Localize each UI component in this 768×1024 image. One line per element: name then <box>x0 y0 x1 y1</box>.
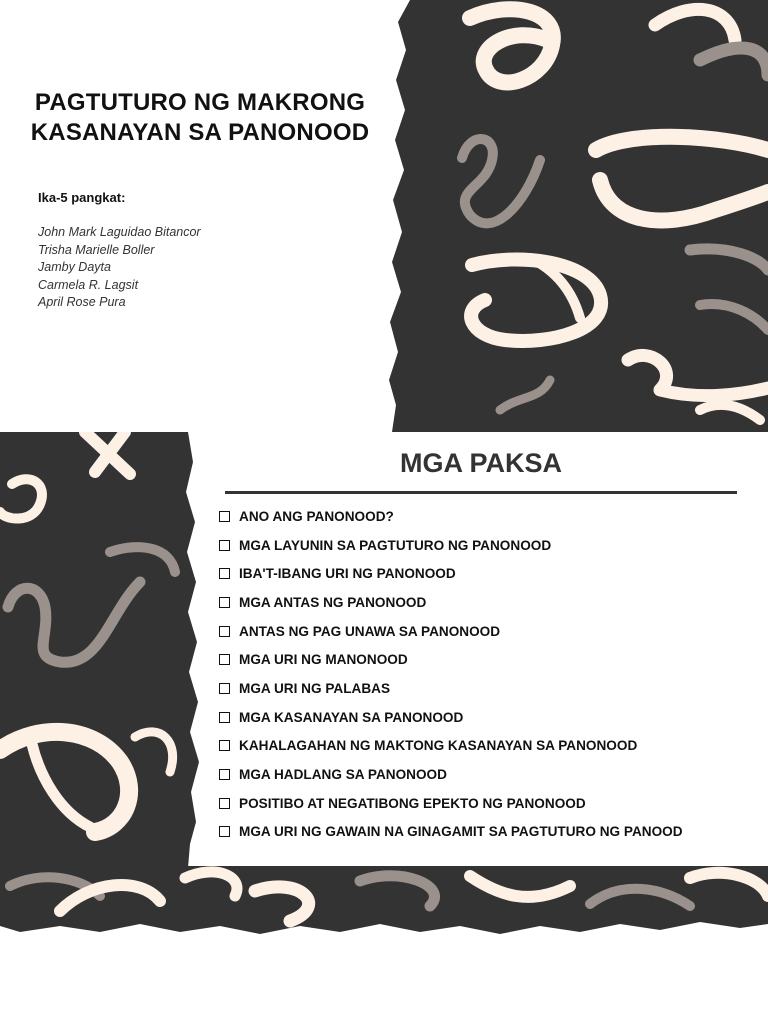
topic-label: ANTAS NG PAG UNAWA SA PANONOOD <box>239 623 501 639</box>
brush-stroke-pattern-panel <box>0 0 768 432</box>
member-list <box>38 224 201 312</box>
topic-item <box>219 818 683 847</box>
topic-item <box>219 617 683 646</box>
member-name: John Mark Laguidao Bitancor <box>38 225 201 239</box>
checkbox-square-icon <box>219 511 230 522</box>
topic-label: ANO ANG PANONOOD? <box>239 508 394 524</box>
title-divider <box>225 491 737 494</box>
topic-item <box>219 760 683 789</box>
topic-label: MGA ANTAS NG PANONOOD <box>239 594 427 610</box>
topic-label: MGA URI NG PALABAS <box>239 680 391 696</box>
topic-label: MGA HADLANG SA PANONOOD <box>239 767 447 783</box>
title-slide <box>0 0 768 432</box>
title-line-2: KASANAYAN SA PANONOOD <box>30 119 370 146</box>
checkbox-square-icon <box>219 597 230 608</box>
agenda-slide <box>0 432 768 868</box>
member-name: April Rose Pura <box>38 295 126 309</box>
topic-item <box>219 732 683 761</box>
checkbox-square-icon <box>219 798 230 809</box>
topic-item <box>219 789 683 818</box>
topic-label: POSITIBO AT NEGATIBONG EPEKTO NG PANONOOD <box>239 795 586 811</box>
checkbox-square-icon <box>219 654 230 665</box>
presentation-title <box>0 88 400 148</box>
checkbox-square-icon <box>219 626 230 637</box>
checkbox-square-icon <box>219 683 230 694</box>
checkbox-square-icon <box>219 769 230 780</box>
member-name: Carmela R. Lagsit <box>38 277 139 292</box>
checkbox-square-icon <box>219 568 230 579</box>
topic-item <box>219 703 683 732</box>
topic-label: MGA LAYUNIN SA PAGTUTURO NG PANONOOD <box>239 537 552 553</box>
topic-label: MGA URI NG GAWAIN NA GINAGAMIT SA PAGTUTURO NG PANOOD <box>239 824 683 840</box>
checkbox-square-icon <box>219 540 230 551</box>
topic-item <box>219 559 683 588</box>
topic-item <box>219 502 683 531</box>
topic-label: MGA URI NG MANONOOD <box>239 652 408 668</box>
member-name: Jamby Dayta <box>38 260 111 274</box>
topic-list <box>219 502 683 846</box>
group-label: Ika-5 pangkat: <box>38 190 126 205</box>
brush-stroke-band-bottom <box>0 866 768 966</box>
topic-item <box>219 645 683 674</box>
checkbox-square-icon <box>219 826 230 837</box>
title-line-1: PAGTUTURO NG MAKRONG <box>34 89 366 116</box>
topic-item <box>219 531 683 560</box>
topic-item <box>219 588 683 617</box>
member-name: Trisha Marielle Boller <box>38 242 155 257</box>
topic-item <box>219 674 683 703</box>
checkbox-square-icon <box>219 740 230 751</box>
topic-label: IBA'T-IBANG URI NG PANONOOD <box>239 566 456 582</box>
agenda-title: MGA PAKSA <box>400 448 562 478</box>
topic-label: MGA KASANAYAN SA PANONOOD <box>239 709 464 725</box>
topic-label: KAHALAGAHAN NG MAKTONG KASANAYAN SA PANONOOD <box>239 738 638 754</box>
checkbox-square-icon <box>219 712 230 723</box>
